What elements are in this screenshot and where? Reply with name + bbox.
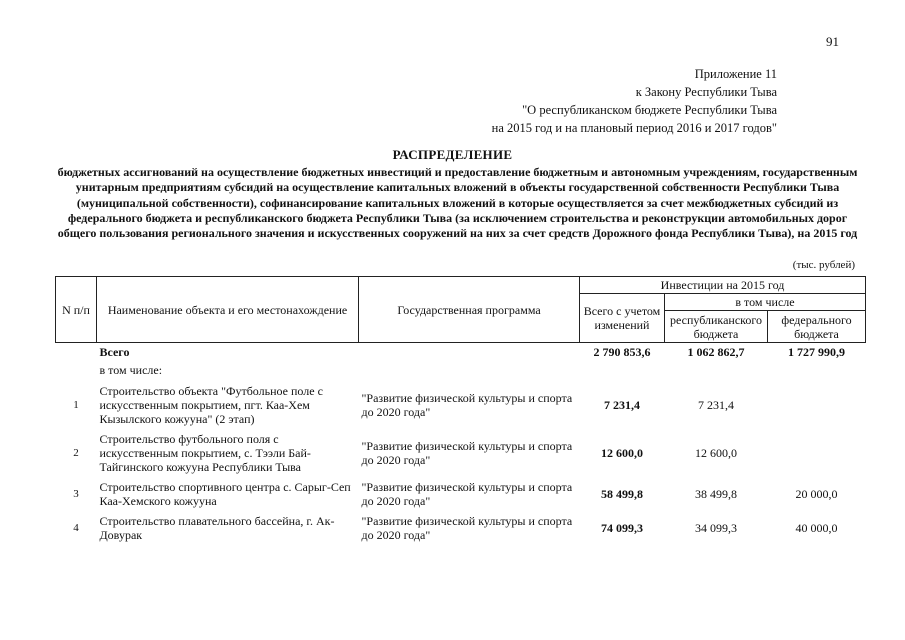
total-row <box>56 343 866 360</box>
row-name: Строительство спортивного центра с. Сарыг-Сеп Каа-Хемского кожууна <box>99 480 351 508</box>
appendix-line-3: "О республиканском бюджете Республики Тыва <box>522 103 777 117</box>
appendix-line-2: к Закону Республики Тыва <box>635 85 777 99</box>
table-row <box>56 511 866 545</box>
row-name: Строительство объекта "Футбольное поле с искусственным покрытием, пгт. Каа-Хем Кызылского кожууна" (2 этап) <box>99 384 323 426</box>
appendix-line-4: на 2015 год и на плановый период 2016 и 2017 годов" <box>491 121 777 135</box>
row-num: 1 <box>73 399 79 411</box>
row-total: 58 499,8 <box>601 487 643 501</box>
appendix-block <box>492 65 777 137</box>
row-program: "Развитие физической культуры и спорта до 2020 года" <box>361 439 573 467</box>
document-subtitle: бюджетных ассигнований на осуществление бюджетных инвестиций и предоставление бюджетным и автономным учреждениям, государственным унитарным предприятиям субсидий на осуществление капитальных вложений в объекты государственной собственности Республики Тыва (муниципальной собственности), софинансирование капитальных вложений в которые осуществляется за счет межбюджетных субсидий из федерального бюджета и республиканского бюджета Республики Тыва (за исключением строительства и реконструкции автомобильных дорог общего пользования регионального значения и искусственных сооружений на них за счет средств Дорожного фонда Республики Тыва), на 2015 год <box>57 165 858 241</box>
including-label: в том числе: <box>99 363 163 377</box>
row-federal: 20 000,0 <box>795 487 838 501</box>
units-label: (тыс. рублей) <box>792 259 855 271</box>
header-including: в том числе <box>665 294 866 311</box>
row-republican: 34 099,3 <box>695 521 737 535</box>
header-total: Всего с учетом изменений <box>580 294 665 343</box>
row-federal <box>768 429 866 477</box>
table-header <box>56 277 866 343</box>
appendix-line-1: Приложение 11 <box>694 67 777 81</box>
row-republican: 38 499,8 <box>695 487 737 501</box>
including-row <box>56 359 866 381</box>
row-program: "Развитие физической культуры и спорта до 2020 года" <box>361 480 573 508</box>
header-investments: Инвестиции на 2015 год <box>580 277 866 294</box>
row-total: 12 600,0 <box>601 446 643 460</box>
row-program: "Развитие физической культуры и спорта до 2020 года" <box>361 391 573 419</box>
row-total: 7 231,4 <box>604 398 640 412</box>
row-program: "Развитие физической культуры и спорта до 2020 года" <box>361 514 573 542</box>
row-num: 2 <box>73 447 79 459</box>
page-number: 91 <box>826 34 839 49</box>
table-row <box>56 429 866 477</box>
row-total: 74 099,3 <box>601 521 643 535</box>
header-program: Государственная программа <box>359 277 580 343</box>
total-label: Всего <box>99 345 130 359</box>
total-republican: 1 062 862,7 <box>687 345 745 359</box>
row-name: Строительство футбольного поля с искусственным покрытием, с. Тээли Бай-Тайгинского кожууна Республики Тыва <box>99 432 311 474</box>
header-name: Наименование объекта и его местонахождение <box>97 277 359 343</box>
row-republican: 12 600,0 <box>695 446 737 460</box>
header-republican: республиканского бюджета <box>665 311 768 343</box>
row-republican: 7 231,4 <box>698 398 734 412</box>
header-num: N п/п <box>56 277 97 343</box>
header-federal: федерального бюджета <box>768 311 866 343</box>
document-title: РАСПРЕДЕЛЕНИЕ <box>392 147 513 162</box>
row-num: 3 <box>73 488 79 500</box>
row-name: Строительство плавательного бассейна, г. Ак-Довурак <box>99 514 335 542</box>
table-row <box>56 381 866 429</box>
total-federal: 1 727 990,9 <box>788 345 845 359</box>
investment-table <box>55 276 866 545</box>
total-sum: 2 790 853,6 <box>593 345 651 359</box>
row-federal: 40 000,0 <box>795 521 838 535</box>
row-num: 4 <box>73 522 79 534</box>
table-row <box>56 477 866 511</box>
row-federal <box>768 381 866 429</box>
